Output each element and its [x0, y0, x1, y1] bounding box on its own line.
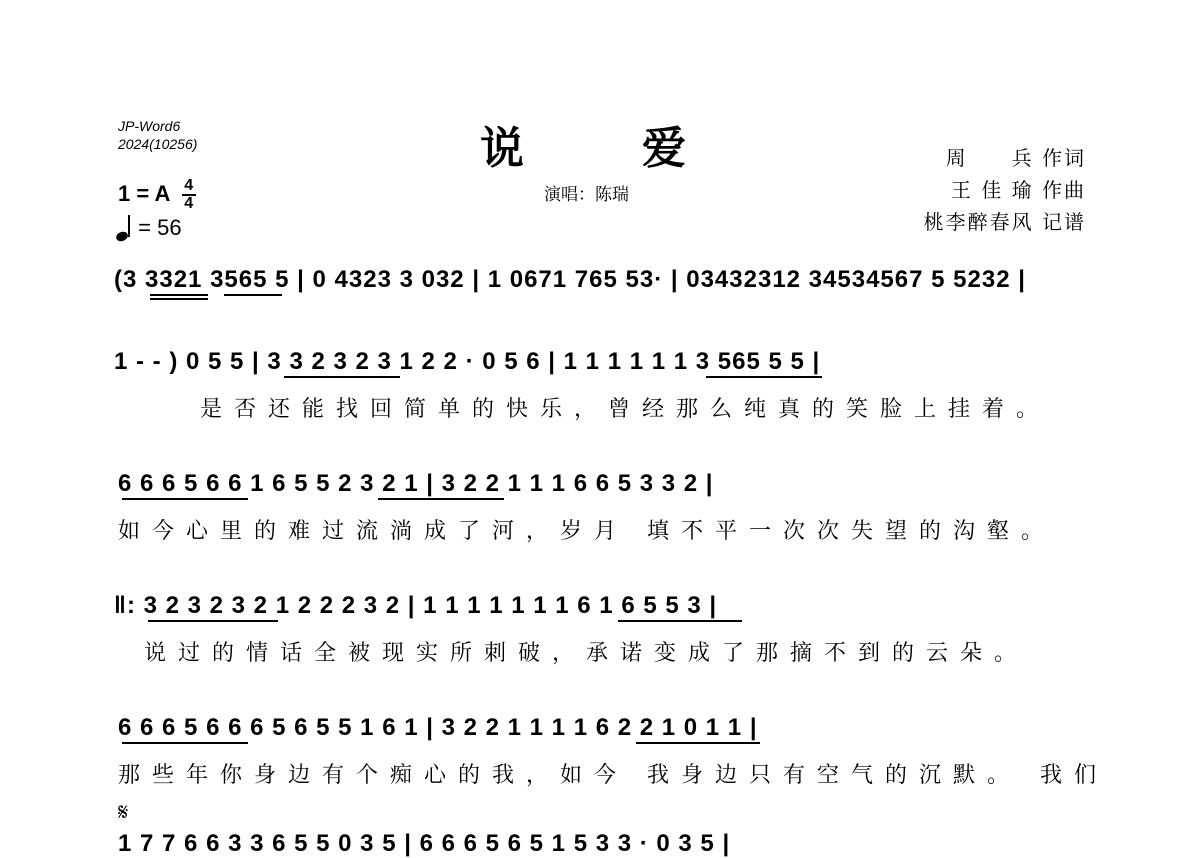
score-line-2: 1 - - ) 0 5 5 | 3 3 2 3 2 3 1 2 2 · 0 5 6 | 1 1 1 1 1 1 3 565 5 5 |	[114, 348, 821, 375]
tempo-value: = 56	[138, 215, 182, 240]
time-bottom: 4	[184, 195, 194, 212]
beam-line	[224, 294, 282, 296]
tempo-marking	[116, 215, 182, 241]
score-line-4: ‖: 3 2 3 2 3 2 1 2 2 2 3 2 | 1 1 1 1 1 1 1 6 1 6 5 5 3 |	[114, 592, 718, 619]
lyricist-credit: 周 兵 作词	[945, 146, 1086, 170]
composer-credit: 王 佳 瑜 作曲	[950, 178, 1086, 202]
key-signature	[118, 178, 196, 212]
lyric-line-5: 那些年你身边有个痴心的我，如今 我身边只有空气的沉默。 我们	[118, 763, 1108, 788]
software-version: 2024(10256)	[118, 136, 198, 152]
beam-line	[122, 498, 248, 500]
quarter-note-icon	[116, 215, 132, 241]
credits-block	[890, 142, 1086, 238]
singer-credit: 演唱：陈瑞	[544, 185, 629, 205]
transcriber-credit: 桃李醉春风 记谱	[923, 210, 1086, 234]
segno-sign: 𝄋	[118, 798, 129, 826]
beam-line	[284, 376, 400, 378]
beam-line	[618, 620, 742, 622]
time-top: 4	[184, 177, 194, 194]
beam-line	[150, 294, 208, 296]
key-label: 1 = A	[118, 180, 170, 206]
score-line-6: 1 7 7 6 6 3 3 6 5 5 0 3 5 | 6 6 6 5 6 5 1 5 3 3 · 0 3 5 |	[118, 830, 731, 857]
lyric-line-4: 说过的情话全被现实所刺破，承诺变成了那摘不到的云朵。	[144, 641, 1029, 666]
score-line-3: 6 6 6 5 6 6 1 6 5 5 2 3 2 1 | 3 2 2 1 1 1 6 6 5 3 3 2 |	[118, 470, 714, 497]
beam-line	[148, 620, 278, 622]
score-line-1: (3 3321 3565 5 | 0 4323 3 032 | 1 0671 765 53· | 03432312 34534567 5 5232 |	[114, 266, 1026, 293]
song-title: 说爱	[480, 123, 804, 174]
lyric-line-3: 如今心里的难过流淌成了河，岁月 填不平一次次失望的沟壑。	[118, 519, 1055, 544]
beam-line	[706, 376, 822, 378]
beam-line	[150, 298, 208, 300]
lyric-line-2: 是否还能找回简单的快乐，曾经那么纯真的笑脸上挂着。	[200, 397, 1051, 422]
time-signature	[182, 178, 196, 212]
beam-line	[378, 498, 504, 500]
software-name: JP-Word6	[118, 118, 181, 134]
beam-line	[636, 742, 760, 744]
score-line-5: 6 6 6 5 6 6 6 5 6 5 5 1 6 1 | 3 2 2 1 1 1 1 6 2 2 1 0 1 1 |	[118, 714, 758, 741]
beam-line	[122, 742, 248, 744]
